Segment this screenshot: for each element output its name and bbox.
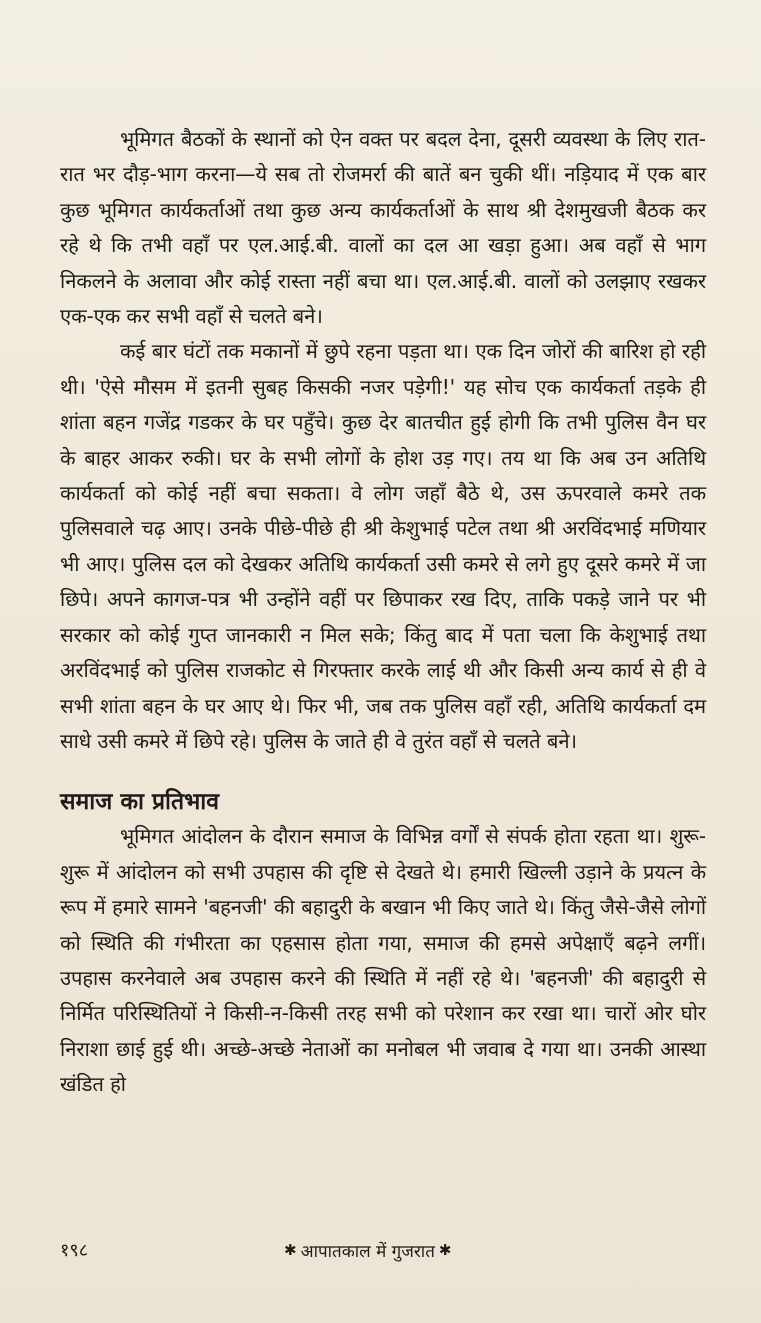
paragraph-2: कई बार घंटों तक मकानों में छुपे रहना पड़ता था। एक दिन जोरों की बारिश हो रही थी। 'ऐसे मौसम में इतनी सुबह किसकी नजर पड़ेगी!' यह सोच एक कार्यकर्ता तड़के ही शांता बहन गजेंद्र गडकर के घर पहुँचे। कुछ देर बातचीत हुई होगी कि तभी पुलिस वैन घर के बाहर आकर रुकी। घर के सभी लोगों के होश उड़ गए। तय था कि अब उन अतिथि कार्यकर्ता को कोई नहीं बचा सकता। वे लोग जहाँ बैठे थे, उस ऊपरवाले कमरे तक पुलिसवाले चढ़ आए। उनके पीछे-पीछे ही श्री केशुभाई पटेल तथा श्री अरविंदभाई मणियार भी आए। पुलिस दल को देखकर अतिथि कार्यकर्ता उसी कमरे से लगे हुए दूसरे कमरे में जा छिपे। अपने कागज-पत्र भी उन्होंने वहीं पर छिपाकर रख दिए, ताकि पकड़े जाने पर भी सरकार को कोई गुप्त जानकारी न मिल सके; किंतु बाद में पता चला कि केशुभाई तथा अरविंदभाई को पुलिस राजकोट से गिरफ्तार करके लाई थी और किसी अन्य कार्य से ही वे सभी शांता बहन के घर आए थे। फिर भी, जब तक पुलिस वहाँ रही, अतिथि कार्यकर्ता दम साधे उसी कमरे में छिपे रहे। पुलिस के जाते ही वे तुरंत वहाँ से चलते बने। [60,339,706,753]
page-body [60,122,706,1103]
running-title: आपातकाल में गुजरात [300,1241,435,1262]
section-heading: समाज का प्रतिभाव [60,789,220,816]
page-number: १९८ [60,1240,89,1261]
paragraph-1: भूमिगत बैठकों के स्थानों को ऐन वक्त पर बदल देना, दूसरी व्यवस्था के लिए रात-रात भर दौड़-भाग करना—ये सब तो रोजमर्रा की बातें बन चुकी थीं। नड़ियाद में एक बार कुछ भूमिगत कार्यकर्ताओं तथा कुछ अन्य कार्यकर्ताओं के साथ श्री देशमुखजी बैठक कर रहे थे कि तभी वहाँ पर एल.आई.बी. वालों का दल आ खड़ा हुआ। अब वहाँ से भाग निकलने के अलावा और कोई रास्ता नहीं बचा था। एल.आई.बी. वालों को उलझाए रखकर एक-एक कर सभी वहाँ से चलते बने। [60,127,706,329]
star-icon: ✱ [438,1241,452,1259]
page-footer [60,1238,706,1262]
star-icon: ✱ [284,1241,297,1259]
paragraph-3: भूमिगत आंदोलन के दौरान समाज के विभिन्न वर्गों से संपर्क होता रहता था। शुरू-शुरू में आंदोलन को सभी उपहास की दृष्टि से देखते थे। हमारी खिल्ली उड़ाने के प्रयत्न के रूप में हमारे सामने 'बहनजी' की बहादुरी के बखान भी किए जाते थे। किंतु जैसे-जैसे लोगों को स्थिति की गंभीरता का एहसास होता गया, समाज की हमसे अपेक्षाएँ बढ़ने लगीं। उपहास करनेवाले अब उपहास करने की स्थिति में नहीं रहे थे। 'बहनजी' की बहादुरी से निर्मित परिस्थितियों ने किसी-न-किसी तरह सभी को परेशान कर रखा था। चारों ओर घोर निराशा छाई हुई थी। अच्छे-अच्छे नेताओं का मनोबल भी जवाब दे गया था। उनकी आस्था खंडित हो [60,824,706,1097]
